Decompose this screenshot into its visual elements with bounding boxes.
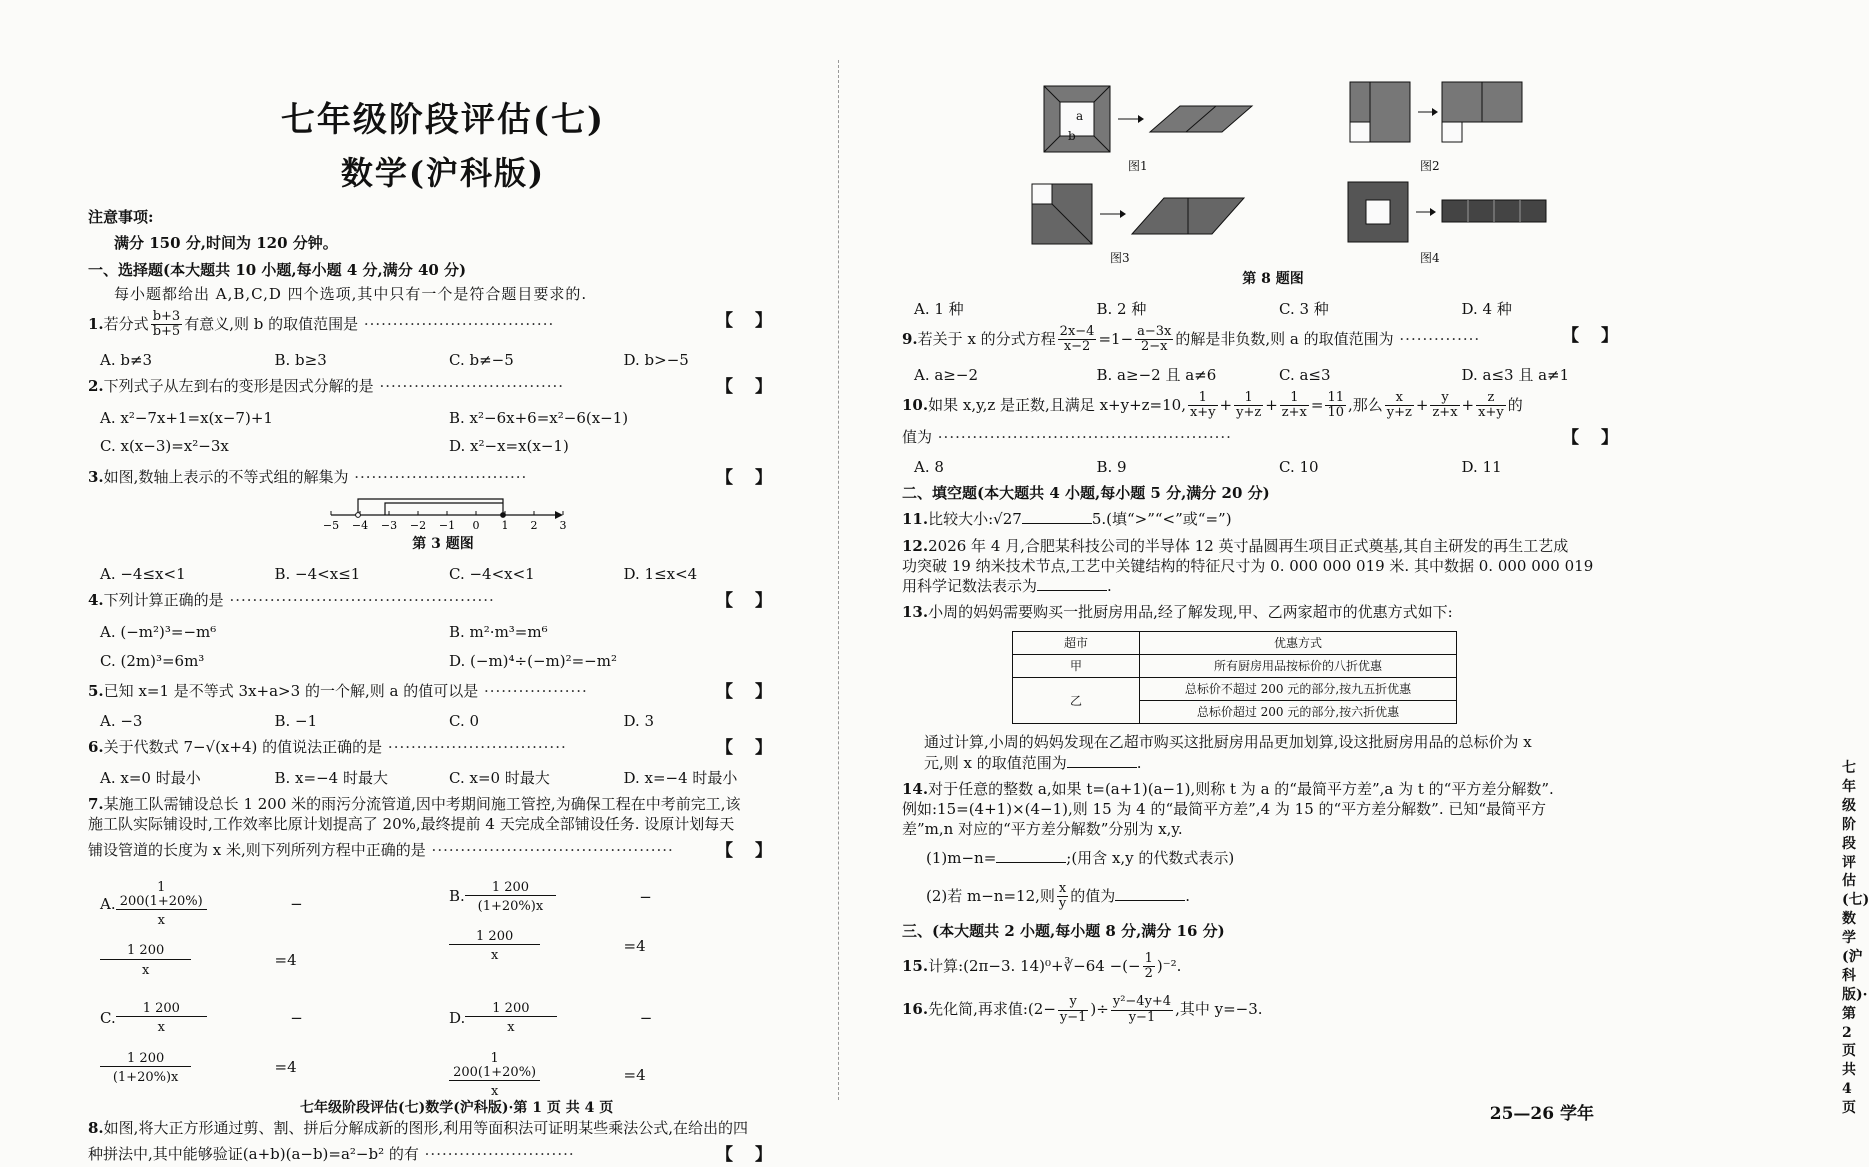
- question-text-line-1: 2026 年 4 月,合肥某科技公司的半导体 12 英寸晶圆再生项目正式奠基,其自主研发的再生工艺成: [928, 536, 1569, 555]
- numerator: y²−4y+4: [1112, 994, 1172, 1010]
- figure-8-caption: 第 8 题图: [1242, 271, 1304, 287]
- denominator: 2−x: [1141, 339, 1168, 355]
- option-d[interactable]: D. 3: [623, 712, 655, 731]
- question-text: 下列计算正确的是: [103, 591, 224, 610]
- answer-bracket[interactable]: 【】: [716, 681, 794, 702]
- fraction: [116, 998, 291, 1040]
- option-b[interactable]: B. x²−6x+6=x²−6(x−1): [449, 409, 629, 428]
- axis-arrow-icon: [555, 511, 563, 519]
- option-a[interactable]: A. (−m²)³=−m⁶: [100, 623, 217, 642]
- denominator: x+y: [1478, 405, 1504, 421]
- open-point-minus-4: [356, 513, 361, 518]
- question-text: 计算:(2π−3. 14)⁰+∛−64 −(−: [928, 956, 1141, 975]
- part-text-tail: ;(用含 x,y 的代数式表示): [1066, 848, 1235, 867]
- numerator: 1 200: [449, 930, 540, 945]
- tick-label: −1: [438, 518, 456, 532]
- page-divider: [838, 60, 839, 1100]
- figure-3-caption: 第 3 题图: [412, 535, 474, 552]
- answer-bracket[interactable]: 【】: [1562, 427, 1640, 448]
- tick-label: 1: [501, 518, 509, 532]
- question-text: 小周的妈妈需要购买一批厨房用品,经了解发现,甲、乙两家超市的优惠方式如下:: [928, 603, 1453, 622]
- question-number: 2.: [88, 376, 104, 395]
- denominator: y−1: [1128, 1009, 1156, 1025]
- fraction: [1188, 391, 1218, 421]
- solution-bracket-right-part: [385, 503, 503, 515]
- question-text: 下列式子从左到右的变形是因式分解的是: [103, 376, 374, 395]
- answer-blank[interactable]: [996, 862, 1066, 863]
- option-b[interactable]: B. a≥−2 且 a≠6: [1096, 365, 1217, 384]
- question-text-tail: ,其中 y=−3.: [1175, 1000, 1263, 1019]
- fraction: [465, 998, 640, 1040]
- fraction: [465, 877, 640, 919]
- question-1-options: [100, 350, 798, 370]
- numerator: 2x−4: [1059, 324, 1095, 340]
- part-text-end: .: [1185, 886, 1191, 905]
- question-number: 6.: [88, 738, 104, 757]
- tick-label: −3: [380, 518, 398, 532]
- answer-blank[interactable]: [1067, 767, 1137, 768]
- part-text: (1)m−n=: [926, 848, 997, 867]
- answer-bracket[interactable]: 【】: [716, 311, 794, 332]
- equation-rhs: =4: [623, 1065, 646, 1084]
- question-8: [88, 1118, 798, 1138]
- option-d[interactable]: D. x²−x=x(x−1): [449, 437, 569, 456]
- denominator: x+y: [1189, 405, 1216, 421]
- table-header: 超市: [1013, 631, 1140, 654]
- table-cell: 总标价超过 200 元的部分,按六折优惠: [1140, 701, 1457, 724]
- question-text-line-1: 通过计算,小周的妈妈发现在乙超市购买这批厨房用品更加划算,设这批厨房用品的总标价为 x: [924, 733, 1532, 752]
- option-d[interactable]: D. 1≤x<4: [623, 564, 698, 583]
- part-text: (2)若 m−n=12,则: [926, 886, 1055, 905]
- denominator: 10: [1327, 405, 1344, 421]
- numerator: 1 200: [100, 1052, 191, 1067]
- numerator: 1: [1280, 391, 1309, 406]
- option-label: D.: [449, 1008, 466, 1027]
- figure-8-3: [1022, 178, 1252, 252]
- school-year: 25—26 学年: [1489, 1104, 1594, 1125]
- question-13-after: [924, 732, 1644, 773]
- numerator: 1: [1188, 391, 1218, 406]
- question-15: [902, 952, 1644, 982]
- option-a[interactable]: A. b≠3: [100, 350, 153, 369]
- option-a[interactable]: A. 8: [914, 457, 944, 476]
- question-text-tail: )⁻².: [1156, 956, 1182, 975]
- section-1-heading: 一、选择题(本大题共 10 小题,每小题 4 分,满分 40 分): [88, 260, 467, 279]
- arrow-head-icon: [1432, 108, 1438, 116]
- question-number: 3.: [88, 467, 104, 486]
- question-text-tail: 的: [1507, 395, 1523, 414]
- denominator: y+z: [1236, 405, 1262, 421]
- numerator: 1 200: [116, 1002, 207, 1017]
- denominator: x−2: [1063, 339, 1091, 355]
- arrow-head-icon: [1138, 115, 1144, 123]
- equation-rhs: =4: [623, 936, 646, 955]
- fraction: [100, 940, 275, 982]
- discount-table: [1012, 631, 1457, 725]
- question-number: 8.: [88, 1118, 104, 1137]
- question-9-options: [914, 365, 1644, 385]
- question-text: 如图,数轴上表示的不等式组的解集为: [103, 467, 349, 486]
- question-14: [902, 779, 1644, 840]
- denominator: (1+20%)x: [477, 898, 544, 914]
- answer-bracket[interactable]: 【】: [716, 1144, 794, 1165]
- question-text: 比较大小:√27: [928, 510, 1022, 529]
- question-number: 13.: [902, 603, 929, 622]
- question-1: 1.若分式 $\frac{b+3}{b+5}$ 有意义,则 b 的取值范围是 ································· 【】: [88, 309, 794, 340]
- answer-bracket[interactable]: 【】: [1562, 326, 1640, 347]
- table-cell: 乙: [1013, 677, 1140, 723]
- figure-8-4: [1332, 176, 1562, 252]
- question-text: 如果 x,y,z 是正数,且满足 x+y+z=10,: [928, 395, 1186, 414]
- question-14-part-2: [926, 882, 1644, 912]
- question-8-options: [914, 299, 1644, 319]
- section-2-heading: 二、填空题(本大题共 4 小题,每小题 5 分,满分 20 分): [902, 484, 1270, 503]
- table-row: [1013, 654, 1457, 677]
- fraction: [449, 1048, 624, 1104]
- table-header: 优惠方式: [1140, 631, 1457, 654]
- notice-heading: 注意事项:: [88, 208, 154, 227]
- option-a[interactable]: A. $\frac{1 200(1+20\%)}{x}$ − $\frac{1 200}{x}$ =4: [100, 873, 449, 986]
- numerator: z: [1476, 391, 1506, 406]
- option-a[interactable]: A. 1 种: [914, 299, 964, 318]
- option-c[interactable]: C. −4<x<1: [449, 564, 535, 583]
- option-c[interactable]: C. x(x−3)=x²−3x: [100, 437, 229, 456]
- question-text: 已知 x=1 是不等式 3x+a>3 的一个解,则 a 的值可以是: [103, 681, 479, 700]
- question-11: [902, 509, 1644, 529]
- answer-blank[interactable]: [1022, 523, 1092, 524]
- question-text-mid: ,那么: [1348, 395, 1383, 414]
- question-14-part-1: [926, 848, 1644, 868]
- question-12: [902, 536, 1644, 597]
- question-text-line-1: 如图,将大正方形通过剪、割、拼后分解成新的图形,利用等面积法可证明某些乘法公式,在给出的四: [103, 1118, 748, 1137]
- question-number: 14.: [902, 779, 929, 798]
- option-label: C.: [100, 1008, 116, 1027]
- question-text-line-1: 某施工队需铺设总长 1 200 米的雨污分流管道,因中考期间施工管控,为确保工程在中考前完工,该: [103, 794, 741, 813]
- option-b[interactable]: B. x=−4 时最大: [274, 768, 388, 787]
- option-c[interactable]: C. a≤3: [1279, 365, 1331, 384]
- question-text: 若关于 x 的分式方程: [917, 329, 1056, 348]
- notice-text: 满分 150 分,时间为 120 分钟。: [114, 234, 338, 253]
- figure-8-4-label: 图4: [1420, 251, 1440, 265]
- answer-bracket[interactable]: 【】: [716, 376, 794, 397]
- question-10-options: [914, 457, 1644, 477]
- question-text-tail: 5.(填“>”“<”或“=”): [1091, 510, 1232, 529]
- denominator: x: [157, 1020, 166, 1036]
- fraction: [151, 310, 183, 340]
- question-number: 10.: [902, 395, 929, 414]
- tick-label: 2: [530, 518, 538, 532]
- tick-label: −2: [409, 518, 427, 532]
- numerator: 1 200: [465, 881, 556, 896]
- page-2-footer: 七年级阶段评估(七)数学(沪科版)·第 2 页 共 4 页: [1842, 760, 1869, 1117]
- option-d[interactable]: D. x=−4 时最小: [623, 768, 738, 787]
- option-label: A.: [100, 894, 116, 913]
- question-4: 4.下列计算正确的是 ·············································· 【】: [88, 591, 794, 612]
- numerator: x: [1057, 882, 1068, 897]
- fraction: [1135, 325, 1173, 355]
- question-5-options: [100, 711, 798, 731]
- table-cell: 总标价不超过 200 元的部分,按九五折优惠: [1140, 677, 1457, 700]
- numerator: 1: [1234, 391, 1263, 406]
- closed-point-1: [501, 513, 506, 518]
- figure-8-1-label: 图1: [1128, 159, 1148, 173]
- fraction: [449, 926, 624, 968]
- numerator: 1 200: [465, 1002, 556, 1017]
- denominator: y+z: [1386, 405, 1412, 421]
- question-number: 15.: [902, 956, 929, 975]
- answer-blank[interactable]: [1037, 590, 1107, 591]
- option-d[interactable]: D. 4 种: [1461, 299, 1512, 318]
- denominator: x: [141, 962, 150, 978]
- question-text-line-3: 用科学记数法表示为: [902, 577, 1038, 596]
- table-cell: 甲: [1013, 654, 1140, 677]
- option-c[interactable]: C. b≠−5: [449, 350, 514, 369]
- page-2: [842, 0, 1869, 1164]
- option-b[interactable]: B. 2 种: [1096, 299, 1147, 318]
- denominator: (1+20%)x: [112, 1069, 179, 1085]
- answer-bracket[interactable]: 【】: [716, 738, 794, 759]
- fraction: [1058, 995, 1089, 1025]
- option-b[interactable]: B. $\frac{1 200}{(1+20\%)x}$ − $\frac{1 200}{x}$ =4: [449, 873, 798, 986]
- question-7-options: [100, 869, 798, 1112]
- fraction: [100, 1048, 275, 1090]
- arrow-head-icon: [1120, 210, 1126, 218]
- option-c[interactable]: C. 10: [1279, 457, 1319, 476]
- denominator: x: [490, 948, 499, 964]
- fraction: [1280, 391, 1309, 421]
- question-text-line-3: 铺设管道的长度为 x 米,则下列所列方程中正确的是: [88, 841, 426, 860]
- numerator: 11: [1327, 389, 1344, 405]
- option-c[interactable]: C. $\frac{1 200}{x}$ − $\frac{1 200}{(1+20\%)x}$ =4: [100, 994, 449, 1107]
- question-10: 10.如果 x,y,z 是正数,且满足 x+y+z=10, $\frac{1}{x+y}$ + $\frac{1}{y+z}$ + $\frac{1}{z+x}$ = $\frac{11}{10}$ ,那么 $\frac{x}{y+z}$ + $\frac{y}{z+x}$ + $\frac{z}{x+y}$ 的: [902, 389, 1523, 421]
- option-b[interactable]: B. m²·m³=m⁶: [449, 623, 548, 642]
- fraction: [1234, 391, 1263, 421]
- option-a[interactable]: A. x=0 时最小: [100, 768, 201, 787]
- question-number: 9.: [902, 329, 918, 348]
- page-1-footer: 七年级阶段评估(七)数学(沪科版)·第 1 页 共 4 页: [300, 1100, 614, 1117]
- figure-8-3-label: 图3: [1110, 251, 1130, 265]
- solution-bracket-left-part: [358, 499, 503, 515]
- denominator: x: [490, 1084, 499, 1100]
- fraction: [1325, 391, 1346, 421]
- figure-8-1: [1042, 84, 1262, 156]
- question-text-line-2: 种拼法中,其中能够验证(a+b)(a−b)=a²−b² 的有: [88, 1144, 419, 1163]
- question-text: 关于代数式 7−√(x+4) 的值说法正确的是: [103, 738, 383, 757]
- option-b[interactable]: B. −4<x≤1: [274, 564, 361, 583]
- numerator: 1 200(1+20%): [449, 1052, 540, 1082]
- question-4-options: [100, 618, 798, 675]
- question-text: 先化简,再求值:(2−: [928, 1000, 1056, 1019]
- question-6: 6.关于代数式 7−√(x+4) 的值说法正确的是 ······························· 【】: [88, 738, 794, 759]
- fraction: [1057, 882, 1068, 912]
- exam-subtitle: 数学(沪科版): [340, 153, 546, 192]
- table-cell: 所有厨房用品按标价的八折优惠: [1140, 654, 1457, 677]
- option-d[interactable]: D. 11: [1461, 457, 1502, 476]
- tick-label: −4: [351, 518, 369, 532]
- question-text-line-3: 差”m,n 对应的“平方差分解数”分别为 x,y.: [902, 820, 1183, 839]
- option-a[interactable]: A. −4≤x<1: [100, 564, 186, 583]
- option-b[interactable]: B. 9: [1096, 457, 1127, 476]
- question-text-end: .: [1107, 577, 1112, 596]
- question-5: 5.已知 x=1 是不等式 3x+a>3 的一个解,则 a 的值可以是 ·················· 【】: [88, 681, 794, 702]
- option-b[interactable]: B. −1: [274, 712, 318, 731]
- option-c[interactable]: C. x=0 时最大: [449, 768, 550, 787]
- section-3-heading: 三、(本大题共 2 小题,每小题 8 分,满分 16 分): [902, 922, 1225, 941]
- question-16: [902, 995, 1644, 1025]
- tick-label: −5: [322, 518, 340, 532]
- numerator: 1 200(1+20%): [116, 881, 207, 911]
- question-text-end: .: [1136, 753, 1142, 772]
- fraction: [1058, 325, 1097, 355]
- question-number: 5.: [88, 681, 104, 700]
- fraction: [1385, 391, 1414, 421]
- exam-title: 七年级阶段评估(七): [280, 100, 606, 140]
- answer-bracket[interactable]: 【】: [716, 841, 794, 862]
- equation-rhs: =4: [274, 1058, 297, 1077]
- question-number: 7.: [88, 794, 104, 813]
- fraction: [1143, 952, 1155, 982]
- denominator: z+x: [1432, 405, 1458, 421]
- option-a[interactable]: A. −3: [100, 712, 143, 731]
- question-text-line-2: 例如:15=(4+1)×(4−1),则 15 为 4 的“最简平方差”,4 为 15 的“平方差分解数”. 已知“最简平方: [902, 800, 1547, 819]
- answer-bracket[interactable]: 【】: [716, 467, 794, 488]
- question-text-tail: 的解是非负数,则 a 的取值范围为: [1175, 329, 1394, 348]
- option-d[interactable]: D. (−m)⁴÷(−m)²=−m²: [449, 651, 617, 670]
- fraction: [1476, 391, 1506, 421]
- denominator: 2: [1144, 965, 1153, 981]
- option-c[interactable]: C. 0: [449, 712, 480, 731]
- numerator: a−3x: [1137, 324, 1172, 340]
- option-c[interactable]: C. (2m)³=6m³: [100, 651, 205, 670]
- arrow-head-icon: [1430, 208, 1436, 216]
- table-header-row: [1013, 631, 1457, 654]
- option-b[interactable]: B. b≥3: [274, 350, 327, 369]
- figure-8-label-b: b: [1068, 129, 1076, 143]
- question-9: 9.若关于 x 的分式方程 $\frac{2x-4}{x-2}$ =1− $\frac{a-3x}{2-x}$ 的解是非负数,则 a 的取值范围为 ·············· 【】: [902, 324, 1640, 355]
- numerator: y: [1430, 391, 1459, 406]
- question-text-line-2: 功突破 19 纳米技术节点,工艺中关键结构的特征尺寸为 0. 000 000 019 米. 其中数据 0. 000 000 019: [902, 556, 1594, 575]
- question-text-tail: 有意义,则 b 的取值范围是: [184, 314, 359, 333]
- figure-8: [1002, 78, 1562, 268]
- denominator: y−1: [1059, 1009, 1087, 1025]
- fraction: [1111, 995, 1173, 1025]
- question-number: 4.: [88, 591, 104, 610]
- question-3: 3.如图,数轴上表示的不等式组的解集为 ······························ 【】: [88, 467, 794, 488]
- question-8-line-2: 种拼法中,其中能够验证(a+b)(a−b)=a²−b² 的有 ·························· 【】: [88, 1144, 794, 1165]
- option-a[interactable]: A. a≥−2: [914, 365, 978, 384]
- numerator: 1: [1144, 950, 1153, 966]
- numerator: 1 200: [100, 944, 191, 959]
- denominator: b+5: [152, 324, 181, 340]
- option-a[interactable]: A. x²−7x+1=x(x−7)+1: [100, 409, 273, 428]
- option-d[interactable]: D. a≤3 且 a≠1: [1461, 365, 1570, 384]
- option-c[interactable]: C. 3 种: [1279, 299, 1329, 318]
- denominator: y: [1058, 896, 1067, 912]
- numerator: y: [1058, 995, 1089, 1010]
- question-2: 2.下列式子从左到右的变形是因式分解的是 ································ 【】: [88, 376, 794, 397]
- numerator: x: [1385, 391, 1414, 406]
- answer-blank[interactable]: [1115, 900, 1185, 901]
- figure-8-2: [1342, 78, 1562, 156]
- question-3-options: [100, 564, 798, 584]
- part-text-tail: 的值为: [1070, 886, 1116, 905]
- equation-mid: =1−: [1098, 329, 1134, 348]
- option-d[interactable]: D. $\frac{1 200}{x}$ − $\frac{1 200(1+20\%)}{x}$ =4: [449, 994, 798, 1107]
- question-7: [88, 794, 798, 835]
- table-row: [1013, 677, 1457, 700]
- question-10-line-2: 值为 ··················································· 【】: [902, 427, 1640, 448]
- question-text-line-1: 对于任意的整数 a,如果 t=(a+1)(a−1),则称 t 为 a 的“最简平方差”,a 为 t 的“平方差分解数”.: [928, 779, 1554, 798]
- question-text-line-2: 元,则 x 的取值范围为: [924, 753, 1067, 772]
- fraction: [116, 877, 291, 933]
- numerator: b+3: [152, 309, 181, 325]
- option-d[interactable]: D. b>−5: [623, 350, 689, 369]
- question-6-options: [100, 768, 798, 788]
- question-number: 1.: [88, 314, 104, 333]
- question-text-line-2: 值为: [902, 427, 933, 446]
- section-1-note: 每小题都给出 A,B,C,D 四个选项,其中只有一个是符合题目要求的.: [114, 284, 588, 303]
- tick-label: 3: [559, 518, 567, 532]
- equation-rhs: =4: [274, 951, 297, 970]
- fraction: [1430, 391, 1459, 421]
- question-2-options: [100, 404, 798, 461]
- figure-8-label-a: a: [1076, 109, 1084, 123]
- question-text: 若分式: [103, 314, 149, 333]
- question-number: 11.: [902, 510, 929, 529]
- question-text-line-2: 施工队实际铺设时,工作效率比原计划提高了 20%,最终提前 4 天完成全部铺设任务. 设原计划每天: [88, 815, 735, 834]
- option-label: B.: [449, 887, 465, 906]
- denominator: x: [157, 913, 165, 929]
- question-13: [902, 602, 1644, 622]
- number-line-figure: [322, 493, 567, 533]
- question-number: 12.: [902, 536, 929, 555]
- denominator: x: [507, 1020, 515, 1036]
- question-number: 16.: [902, 1000, 929, 1019]
- tick-label: 0: [472, 518, 480, 532]
- answer-bracket[interactable]: 【】: [716, 591, 794, 612]
- page-1: [0, 0, 838, 1164]
- question-7-line-3: 铺设管道的长度为 x 米,则下列所列方程中正确的是 ·········································· 【】: [88, 841, 794, 862]
- denominator: z+x: [1281, 405, 1307, 421]
- figure-8-2-label: 图2: [1420, 159, 1440, 173]
- question-text-mid: )÷: [1090, 1000, 1109, 1019]
